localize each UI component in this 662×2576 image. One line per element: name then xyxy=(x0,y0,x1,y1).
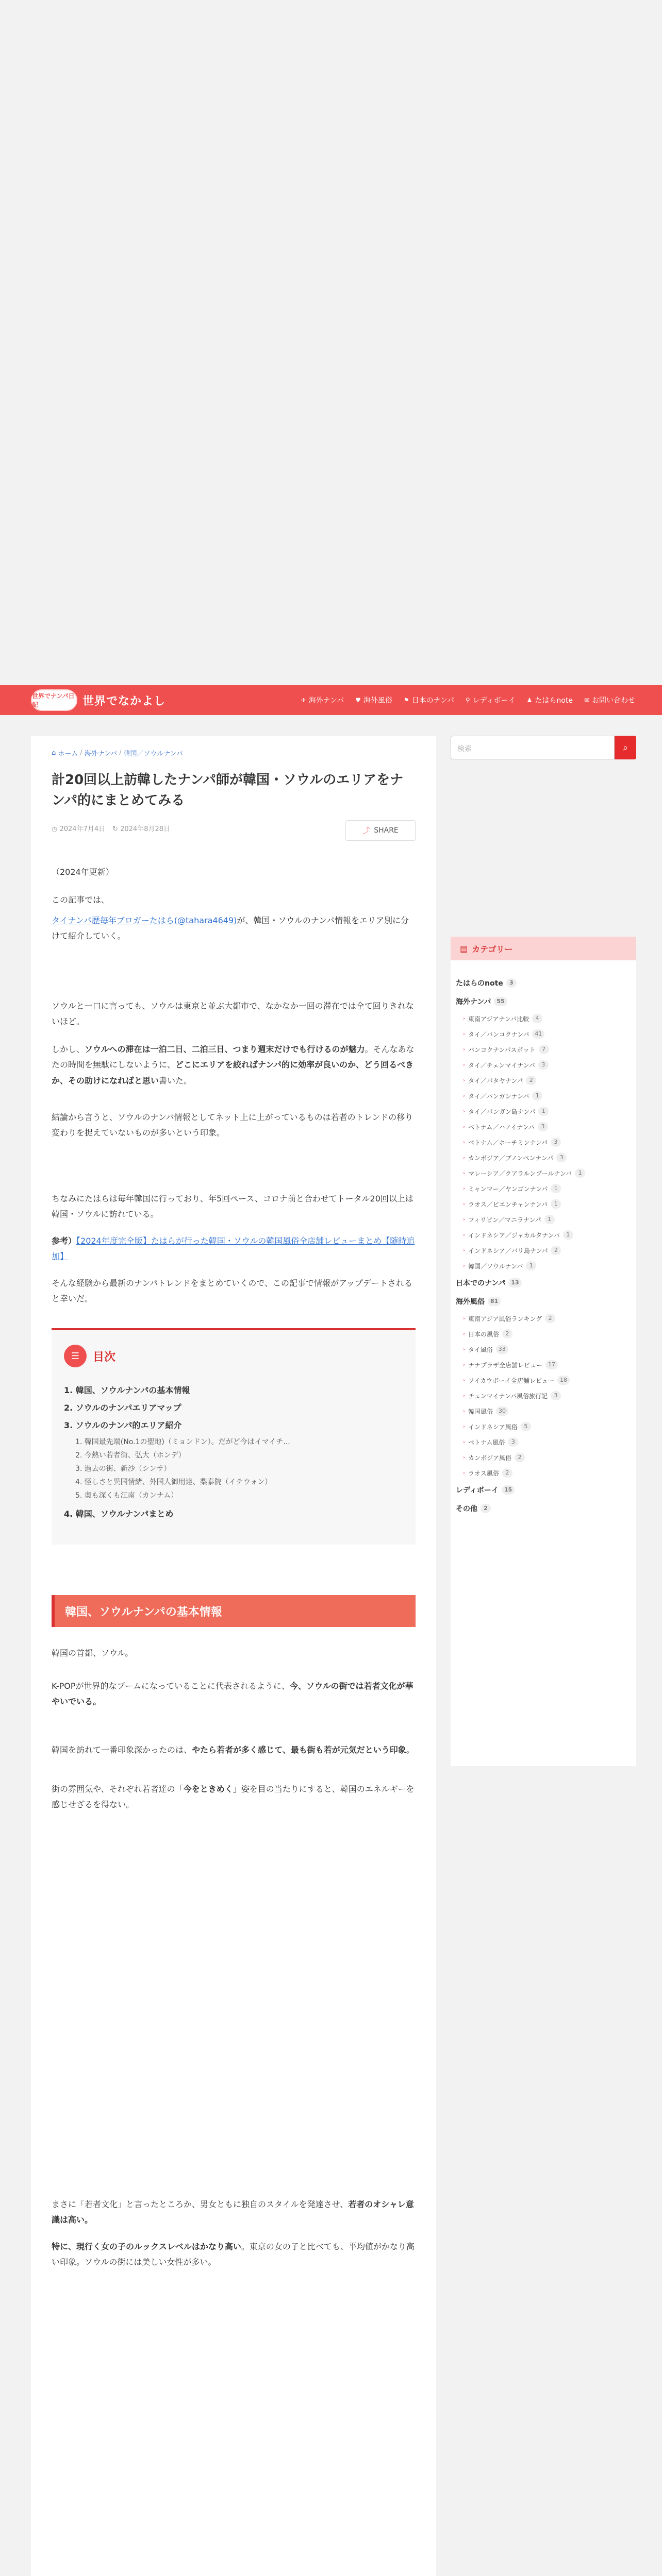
intro-paragraph: この記事では、 xyxy=(52,895,110,905)
global-nav xyxy=(301,685,635,715)
category-count: 1 xyxy=(563,1230,573,1240)
chevron-right-icon: › xyxy=(463,1031,465,1037)
category-count: 1 xyxy=(532,1091,542,1100)
subcategory-item[interactable] xyxy=(456,1073,633,1088)
category-label: ソイカウボーイ全店舗レビュー xyxy=(468,1377,555,1384)
subcategory-item[interactable] xyxy=(456,1403,633,1419)
subcategory-item[interactable] xyxy=(456,1372,633,1388)
subcategory-item[interactable] xyxy=(456,1196,633,1212)
subcategory-item[interactable] xyxy=(456,1042,633,1057)
toc-subitem[interactable]: 2. 今熱い若者街、弘大（ホンデ） xyxy=(75,1451,186,1460)
subcategory-item[interactable] xyxy=(456,1258,633,1274)
chevron-right-icon: › xyxy=(463,1155,465,1161)
category-count: 1 xyxy=(538,1107,549,1116)
nav-label: 海外ナンパ xyxy=(308,697,344,705)
chevron-right-icon: › xyxy=(463,1408,465,1414)
basic-paragraph: 街の雰囲気や、それぞれ若者達の「今をときめく」姿を目の当たりにすると、韓国のエネルギーを感じせざるを得ない。 xyxy=(52,1784,415,1810)
subcategory-item[interactable] xyxy=(456,1326,633,1342)
category-count: 1 xyxy=(551,1184,561,1193)
category-label: タイ／パンガンナンパ xyxy=(468,1092,529,1100)
chevron-right-icon: › xyxy=(463,1046,465,1053)
nav-label: たはらnote xyxy=(535,697,573,705)
toc-item[interactable]: 1. 韓国、ソウルナンパの基本情報 xyxy=(64,1385,190,1395)
subcategory-item[interactable] xyxy=(456,1088,633,1104)
search-input[interactable]: 検索 xyxy=(451,736,615,759)
search-icon: ⌕ xyxy=(622,742,628,753)
category-label: チェンマイナンパ風俗旅行記 xyxy=(468,1392,548,1400)
breadcrumb-home[interactable]: ホーム xyxy=(58,750,78,758)
category-count: 2 xyxy=(551,1246,561,1255)
article-title: 計20回以上訪韓したナンパ師が韓国・ソウルのエリアをナンパ的にまとめてみる xyxy=(52,772,404,809)
published-date: ◷ 2024年7月4日 xyxy=(52,825,106,833)
category-label: タイ／チェンマイナンパ xyxy=(468,1061,535,1069)
category-count: 3 xyxy=(538,1060,549,1070)
category-count: 3 xyxy=(538,1122,548,1131)
category-label: レディボーイ xyxy=(456,1486,499,1495)
chevron-right-icon: › xyxy=(463,1062,465,1068)
category-label: ナナプラザ全店舗レビュー xyxy=(468,1361,543,1369)
chevron-right-icon: › xyxy=(463,1362,465,1368)
share-icon: ⤴ xyxy=(362,827,370,835)
category-count: 2 xyxy=(545,1314,555,1323)
breadcrumb xyxy=(52,748,183,758)
category-count: 15 xyxy=(502,1485,515,1495)
category-label: インドネシア／バリ島ナンパ xyxy=(468,1247,548,1255)
nav-item-japan-nanpa[interactable] xyxy=(404,695,454,705)
category-count: 1 xyxy=(575,1168,585,1178)
category-label: 日本でのナンパ xyxy=(456,1279,506,1287)
subcategory-item[interactable] xyxy=(456,1227,633,1243)
toc-item[interactable]: 4. 韓国、ソウルナンパまとめ xyxy=(64,1509,174,1519)
basic-paragraph: 特に、現行く女の子のルックスレベルはかなり高い。東京の女の子と比べても、平均値がかなり高い印象。ソウルの街には美しい女性が多い。 xyxy=(52,2242,415,2267)
chevron-right-icon: › xyxy=(463,1315,465,1321)
subcategory-item[interactable] xyxy=(456,1388,633,1403)
category-count: 2 xyxy=(526,1076,536,1085)
breadcrumb-seoul[interactable]: 韓国／ソウルナンパ xyxy=(123,750,183,758)
basic-paragraph: 韓国の首都、ソウル。 xyxy=(52,1648,134,1658)
toc-list xyxy=(64,1384,404,1525)
category-count: 1 xyxy=(526,1261,536,1270)
updated-date: ↻ 2024年8月28日 xyxy=(112,825,171,833)
category-label: タイ／パタヤナンパ xyxy=(468,1077,523,1084)
chevron-right-icon: › xyxy=(463,1470,465,1476)
category-label: 韓国／ソウルナンパ xyxy=(468,1262,523,1270)
breadcrumb-overseas[interactable]: 海外ナンパ xyxy=(84,750,118,758)
chevron-right-icon: › xyxy=(463,1454,465,1461)
chevron-right-icon: › xyxy=(463,1077,465,1083)
chevron-right-icon: › xyxy=(463,1139,465,1145)
subcategory-item[interactable] xyxy=(456,1212,633,1227)
category-label: バンコクナンパスポット xyxy=(468,1046,536,1054)
search-button[interactable] xyxy=(615,736,636,759)
experience-paragraph: そんな経験から最新のナンパトレンドをまとめていくので、この記事で情報がアップデートされると幸いだ。 xyxy=(52,1278,412,1304)
airplane-icon: ✈ xyxy=(301,697,306,704)
female-icon: ♀ xyxy=(465,697,470,704)
chevron-right-icon: › xyxy=(463,1170,465,1176)
site-logo[interactable] xyxy=(31,689,166,711)
heart-icon: ♥ xyxy=(355,697,361,704)
category-count: 3 xyxy=(506,978,517,988)
category-header xyxy=(451,937,636,960)
category-item[interactable] xyxy=(456,1274,633,1292)
nav-label: お問い合わせ xyxy=(592,697,635,705)
category-label: タイ／バンコクナンパ xyxy=(468,1030,529,1038)
category-count: 55 xyxy=(494,997,507,1006)
chevron-right-icon: › xyxy=(463,1201,465,1207)
refresh-icon: ↻ xyxy=(112,825,121,833)
chevron-right-icon: › xyxy=(463,1377,465,1383)
subcategory-item[interactable] xyxy=(456,1419,633,1434)
chevron-right-icon: › xyxy=(463,1124,465,1130)
category-label: インドネシア風俗 xyxy=(468,1423,518,1431)
subcategory-item[interactable] xyxy=(456,1311,633,1326)
category-count: 13 xyxy=(508,1278,521,1287)
category-count: 4 xyxy=(532,1014,542,1023)
folder-icon: ▤ xyxy=(460,943,468,954)
category-widget xyxy=(451,937,636,1766)
chevron-right-icon: › xyxy=(463,1439,465,1445)
list-icon: ☰ xyxy=(64,1345,87,1367)
nav-item-ladyboy[interactable] xyxy=(466,695,516,705)
share-label: SHARE xyxy=(374,826,399,835)
category-label: タイ／パンガン島ナンパ xyxy=(468,1108,536,1115)
category-count: 7 xyxy=(539,1045,549,1054)
top-ad-space xyxy=(0,0,662,685)
category-label: ラオス風俗 xyxy=(468,1469,499,1477)
category-count: 5 xyxy=(521,1422,531,1431)
subcategory-item[interactable] xyxy=(456,1026,633,1042)
mail-icon: ✉ xyxy=(584,697,589,704)
category-title: カテゴリー xyxy=(472,944,513,954)
toc-subitem[interactable]: 5. 奥も深くも江南（カンナム） xyxy=(75,1492,178,1500)
category-label: たはらのnote xyxy=(456,979,503,988)
subcategory-item[interactable] xyxy=(456,1465,633,1481)
category-count: 2 xyxy=(502,1468,512,1478)
flag-icon: ⚑ xyxy=(403,697,409,704)
table-of-contents xyxy=(52,1328,416,1545)
subcategory-item[interactable] xyxy=(456,1057,633,1073)
site-header xyxy=(0,685,662,715)
category-label: 東南アジア風俗ランキング xyxy=(468,1315,542,1323)
chevron-right-icon: › xyxy=(463,1216,465,1223)
category-label: カンボジア／プノンペンナンパ xyxy=(468,1154,554,1162)
category-count: 2 xyxy=(502,1329,512,1338)
chevron-right-icon: › xyxy=(463,1093,465,1099)
basic-paragraph: K-POPが世界的なブームになっていることに代表されるように、今、ソウルの街では若者文化が華やいでいる。 xyxy=(52,1681,413,1707)
category-item[interactable] xyxy=(456,992,633,1011)
category-count: 18 xyxy=(557,1376,570,1385)
category-count: 41 xyxy=(532,1029,544,1039)
subcategory-item[interactable] xyxy=(456,1011,633,1026)
subcategory-item[interactable] xyxy=(456,1243,633,1258)
seoul-paragraph: 結論から言うと、ソウルのナンパ情報としてネット上に上がっているものは若者のトレンドの移り変わりを捉えていないものが多いという印象。 xyxy=(52,1112,413,1138)
chevron-right-icon: › xyxy=(463,1185,465,1192)
chevron-right-icon: › xyxy=(463,1232,465,1238)
subcategory-item[interactable] xyxy=(456,1134,633,1150)
category-label: 日本の風俗 xyxy=(468,1330,500,1338)
toc-item[interactable]: 2. ソウルのナンパエリアマップ xyxy=(64,1403,181,1413)
category-item[interactable] xyxy=(456,974,633,992)
toc-item[interactable]: 3. ソウルのナンパ的エリア紹介 xyxy=(64,1420,182,1430)
nav-label: 海外風俗 xyxy=(363,697,392,705)
category-list xyxy=(456,974,633,1518)
nav-item-note[interactable] xyxy=(527,695,573,705)
category-label: マレーシア／クアラルンプールナンパ xyxy=(468,1170,572,1177)
seoul-paragraph: ソウルと一口に言っても、ソウルは東京と並ぶ大都市で、なかなか一回の滞在では全て回りきれないほど。 xyxy=(52,1001,414,1027)
category-count: 1 xyxy=(551,1199,561,1209)
category-count: 30 xyxy=(496,1406,508,1416)
category-label: ラオス／ビエンチャンナンパ xyxy=(468,1200,548,1208)
category-label: フィリピン／マニラナンパ xyxy=(468,1216,541,1224)
category-label: タイ風俗 xyxy=(468,1346,493,1353)
toc-header xyxy=(64,1345,115,1367)
logo-badge: 世界でナンパ日記 xyxy=(31,689,77,711)
post-dates xyxy=(52,823,170,833)
category-label: ベトナム／ハノイナンパ xyxy=(468,1123,535,1131)
nav-label: 日本のナンパ xyxy=(411,697,454,705)
category-count: 3 xyxy=(551,1138,561,1147)
subcategory-item[interactable] xyxy=(456,1450,633,1465)
category-label: その他 xyxy=(456,1505,477,1513)
subcategory-item[interactable] xyxy=(456,1150,633,1165)
subcategory-item[interactable] xyxy=(456,1181,633,1196)
basic-paragraph: 韓国を訪れて一番印象深かったのは、やたら若者が多く感じて、最も街も若が元気だという印象。 xyxy=(52,1745,415,1755)
experience-paragraph: ちなみにたはらは毎年韓国に行っており、年5回ペース、コロナ前と合わせてトータル20回以上は韓国・ソウルに訪れている。 xyxy=(52,1194,413,1219)
category-count: 17 xyxy=(545,1360,558,1369)
basic-paragraph: まさに「若者文化」と言ったところか、男女ともに独自のスタイルを発達させ、若者のオシャレ意識は高い。 xyxy=(52,2199,414,2225)
subcategory-item[interactable] xyxy=(456,1104,633,1119)
category-label: 韓国風俗 xyxy=(468,1408,493,1415)
nav-item-overseas-fuzoku[interactable] xyxy=(355,695,392,705)
chevron-right-icon: › xyxy=(463,1108,465,1114)
chevron-right-icon: › xyxy=(463,1015,465,1022)
chevron-right-icon: › xyxy=(463,1331,465,1337)
category-label: ベトナム／ホーチミンナンパ xyxy=(468,1139,548,1146)
category-count: 3 xyxy=(556,1153,567,1162)
toc-subitem[interactable]: 3. 過去の街、新沙（シンサ） xyxy=(75,1465,171,1473)
category-label: ベトナム風俗 xyxy=(468,1438,505,1446)
clock-icon: ◷ xyxy=(52,825,60,833)
reference-link[interactable]: 【2024年度完全版】たはらが行った韓国・ソウルの韓国風俗全店舗レビューまとめ【随時追加】 xyxy=(52,1236,415,1262)
category-label: インドネシア／ジャカルタナンパ xyxy=(468,1231,560,1239)
subcategory-item[interactable] xyxy=(456,1434,633,1450)
nav-item-overseas-nanpa[interactable] xyxy=(301,695,344,705)
category-count: 33 xyxy=(496,1345,508,1354)
chevron-right-icon: › xyxy=(463,1346,465,1352)
toc-subitem[interactable]: 1. 韓国最先端(No.1の聖地)（ミョンドン）。だがど今はイマイチ... xyxy=(75,1438,290,1446)
site-title: 世界でなかよし xyxy=(82,694,166,708)
chevron-right-icon: › xyxy=(463,1247,465,1253)
seoul-paragraph: しかし、ソウルへの滞在は一泊二日、二泊三日、つまり週末だけでも行けるのが魅力。そんなあなたの時間を無駄にしないように、どこにエリアを絞ればナンパ的に効率が良いのか、どう回るべきか、その助けになればと思い書いた。 xyxy=(52,1044,415,1086)
nav-item-contact[interactable] xyxy=(584,695,635,705)
person-icon: ♟ xyxy=(526,697,533,704)
nav-label: レディボーイ xyxy=(472,697,516,705)
subcategory-item[interactable] xyxy=(456,1119,633,1134)
share-button[interactable] xyxy=(345,820,416,841)
reference-paragraph: 参考）【2024年度完全版】たはらが行った韓国・ソウルの韓国風俗全店舗レビューまとめ【随時追加】 xyxy=(52,1236,415,1262)
toc-subitem[interactable]: 4. 怪しさと異国情緒、外国人御用達、梨泰院（イテウォン） xyxy=(75,1478,272,1486)
category-item[interactable] xyxy=(456,1481,633,1499)
category-item[interactable] xyxy=(456,1292,633,1311)
category-count: 2 xyxy=(515,1453,525,1462)
breadcrumb-separator: / xyxy=(80,749,82,757)
section-heading-basic: 韓国、ソウルナンパの基本情報 xyxy=(52,1595,416,1627)
category-count: 3 xyxy=(508,1437,518,1447)
category-count: 1 xyxy=(544,1215,555,1224)
update-note: （2024年更新） xyxy=(52,867,114,877)
author-link[interactable]: タイナンパ歴毎年ブロガーたはら(@tahara4649) xyxy=(52,916,237,925)
toc-title: 目次 xyxy=(93,1350,116,1364)
subcategory-item[interactable] xyxy=(456,1165,633,1181)
subcategory-item[interactable] xyxy=(456,1342,633,1357)
category-count: 2 xyxy=(481,1504,491,1513)
category-label: カンボジア風俗 xyxy=(468,1454,512,1462)
category-count: 3 xyxy=(551,1391,561,1400)
home-icon: ⌂ xyxy=(52,749,56,757)
article-main xyxy=(31,736,436,2576)
subcategory-item[interactable] xyxy=(456,1357,633,1372)
category-label: 海外風俗 xyxy=(456,1298,485,1306)
category-item[interactable] xyxy=(456,1499,633,1518)
chevron-right-icon: › xyxy=(463,1263,465,1269)
breadcrumb-separator: / xyxy=(119,749,122,757)
category-label: ミャンマー／ヤンゴンナンパ xyxy=(468,1185,548,1193)
category-label: 東南アジアナンパ比較 xyxy=(468,1015,529,1023)
intro-paragraph: タイナンパ歴毎年ブロガーたはら(@tahara4649)が、韓国・ソウルのナンパ情報をエリア別に分けて紹介していく。 xyxy=(52,916,409,941)
category-label: 海外ナンパ xyxy=(456,998,491,1006)
category-count: 81 xyxy=(488,1297,501,1306)
chevron-right-icon: › xyxy=(463,1423,465,1430)
chevron-right-icon: › xyxy=(463,1393,465,1399)
